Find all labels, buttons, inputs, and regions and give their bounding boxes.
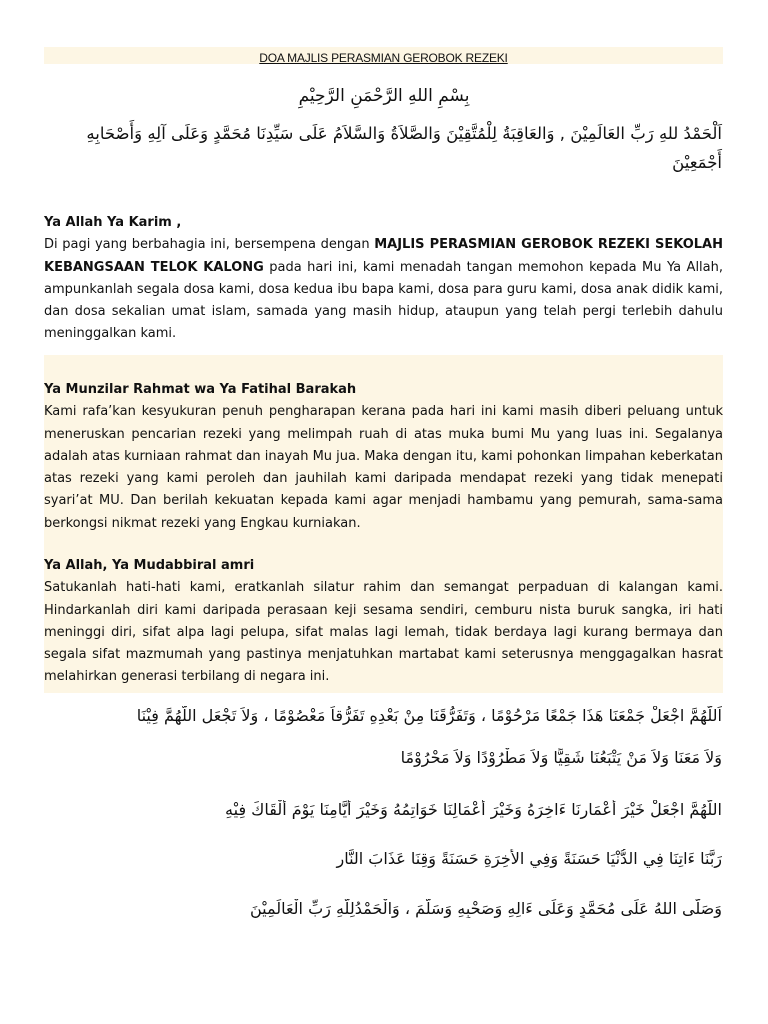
event-name: MAJLIS PERASMIAN GEROBOK REZEKI SEKOLAH KEBANGSAAN TELOK KALONG xyxy=(44,237,723,275)
section-text: Satukanlah hati-hati kami, eratkanlah silatur rahim dan semangat perpaduan di kalangan kami. Hindarkanlah diri kami daripada perasaan keji sesama sendiri, cemburu nista buruk sangka, iri hati meninggi diri, sifat alpa lagi pelupa, sifat malas lagi lemah, tidak berdaya lagi kurang bermaya dan segala sifat mazmumah yang pastinya menjatuhkan martabat kami seterusnya menggagalkan hasrat melahirkan generasi terbilang di negara ini. xyxy=(44,580,723,685)
section-2 xyxy=(44,355,723,535)
closing-doa-line: وَصَلَّى اللهُ عَلَى مُحَمَّدٍ وَعَلَى ءَالِهِ وَصَحْبِهِ وَسَلَّمَ ، وَالْحَمْدُلِلَّهِ رَبِّ الْعَالَمِيْنَ xyxy=(249,899,722,918)
page-title: DOA MAJLIS PERASMIAN GEROBOK REZEKI xyxy=(259,51,508,65)
section-heading: Ya Allah, Ya Mudabbiral amri xyxy=(44,558,255,573)
bismillah: بِسْمِ اللهِ الرَّحْمَنِ الرَّحِيْمِ xyxy=(298,86,470,106)
section-text: Di pagi yang berbahagia ini, bersempena dengan xyxy=(44,237,375,253)
section-text: Kami rafa’kan kesyukuran penuh pengharapan kerana pada hari ini kami masih diberi peluang untuk meneruskan pencarian rezeki yang melimpah ruah di atas muka bumi Mu yang luas ini. Segalanya adalah atas kurniaan rahmat dan inayah Mu jua. Maka dengan itu, kami pohonkan limpahan keberkatan atas rezeki yang kami peroleh dan jauhilah kami daripada mendapat rezeki yang tidak menepati syari’at MU. Dan berilah kekuatan kepada kami agar menjadi hambamu yang pemurah, sama-sama berkongsi nikmat rezeki yang Engkau kurniakan. xyxy=(44,404,723,531)
section-heading: Ya Allah Ya Karim , xyxy=(44,215,182,230)
title-bar xyxy=(44,47,723,64)
closing-doa-line: رَبَّنَا ءَاتِنَا فِي الدُّنْيَا حَسَنَةً وَفِي الأخِرَةِ حَسَنَةً وَقِنَا عَذَابَ النَّارِ xyxy=(336,849,722,868)
section-3 xyxy=(44,531,723,689)
closing-doa-line: وَلاَ مَعَنَا وَلاَ مَنْ يَتْبَعُنَا شَقِيًّا وَلاَ مَطْرُوْدًا وَلاَ مَحْرُوْمًا xyxy=(400,748,722,767)
section-text: pada hari ini, kami menadah tangan memohon kepada Mu Ya Allah, ampunkanlah segala dosa kami, dosa kedua ibu bapa kami, dosa para guru kami, dosa anak didik kami, dan dosa sekalian umat islam, samada yang masih hidup, ataupun yang telah pergi terlebih dahulu meninggalkan kami. xyxy=(44,259,724,342)
section-1 xyxy=(44,212,723,346)
closing-doa-line: اَللَّهُمَّ اجْعَلْ جَمْعَنَا هَذَا جَمْعًا مَرْحُوْمًا ، وَتَفَرُّقَنَا مِنْ بَعْدِهِ تَفَرُّقاً مَعْصُوْمًا ، وَلاَ تَجْعَلِ اللَّهُمَّ فِيْنَا xyxy=(136,706,722,725)
opening-arabic: اَلْحَمْدُ للهِ رَبِّ العَالَمِيْنَ , وَالعَاقِبَةُ لِلْمُتَّقِيْنَ وَالصَّلاَةُ وَالسَّلاَمُ عَلَى سَيِّدِنَا مُحَمَّدٍ وَعَلَى آلِهِ وَأَصْحَابِهِ أَجْمَعِيْنَ xyxy=(86,124,722,172)
section-heading: Ya Munzilar Rahmat wa Ya Fatihal Barakah xyxy=(44,382,357,397)
closing-doa-line: اللَّهُمَّ اجْعَلْ خَيْرَ أَعْمَارِنَا ءَاخِرَهُ وَخَيْرَ أَعْمَالِنَا خَوَاتِمُهُ وَخَيْرَ أَيَّامِنَا يَوْمَ أَلْقَاكَ فِيْهِ xyxy=(225,800,722,819)
